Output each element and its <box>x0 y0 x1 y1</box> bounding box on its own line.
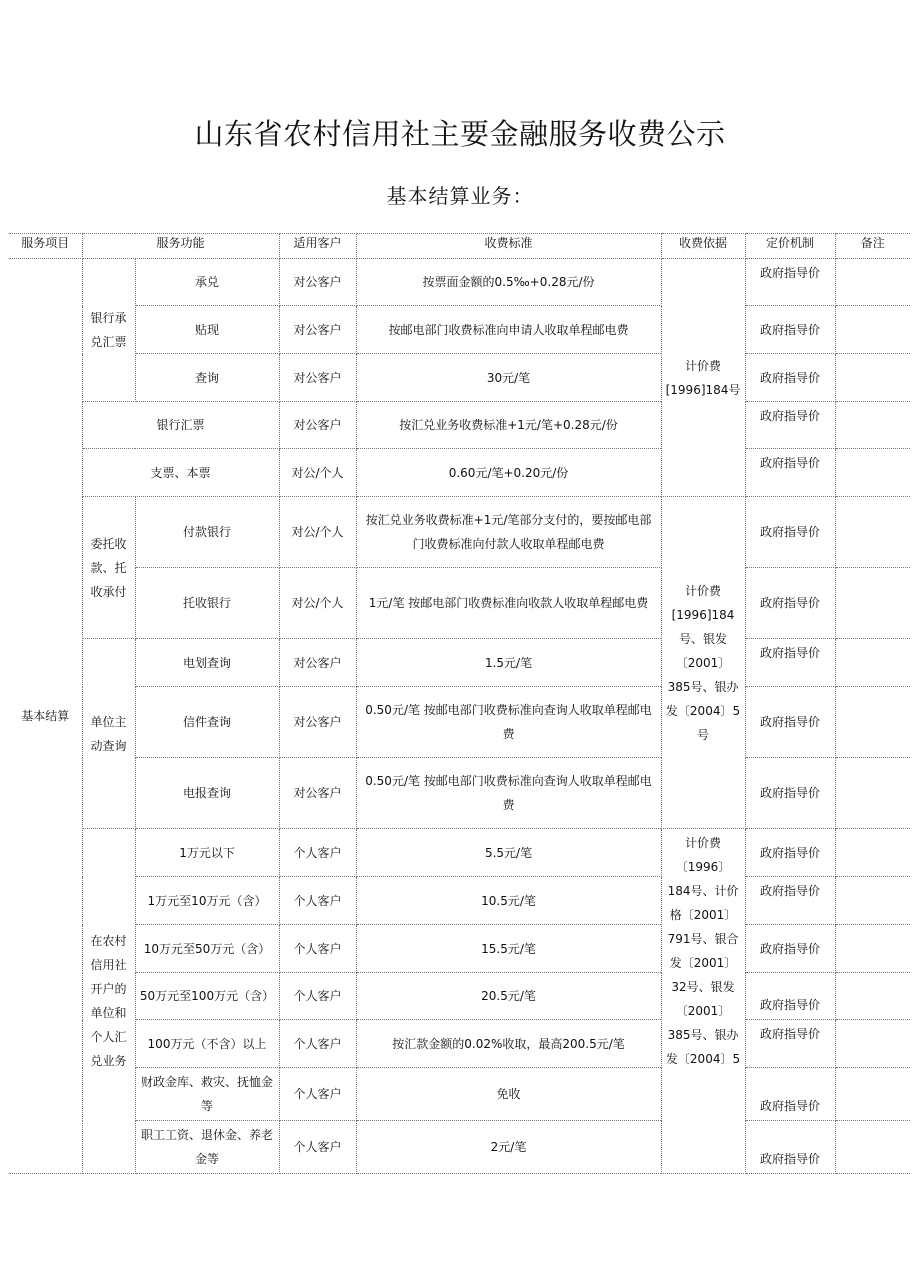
pricing-cell: 政府指导价 <box>745 259 835 306</box>
remark-cell <box>835 758 910 829</box>
function-cell: 查询 <box>135 354 279 402</box>
header-standard: 收费标准 <box>356 234 661 259</box>
table-row <box>9 402 910 449</box>
function-cell: 信件查询 <box>135 687 279 758</box>
pricing-cell: 政府指导价 <box>745 639 835 687</box>
table-row <box>9 1068 910 1121</box>
customer-cell: 对公客户 <box>279 306 356 354</box>
function-cell: 支票、本票 <box>82 449 279 497</box>
remark-cell <box>835 449 910 497</box>
pricing-cell: 政府指导价 <box>745 449 835 497</box>
header-item: 服务项目 <box>9 234 82 259</box>
remark-cell <box>835 829 910 877</box>
remark-cell <box>835 306 910 354</box>
standard-cell: 1.5元/笔 <box>356 639 661 687</box>
function-cell: 100万元（不含）以上 <box>135 1020 279 1068</box>
group-cell: 单位主动查询 <box>82 639 135 829</box>
table-row <box>9 354 910 402</box>
pricing-cell: 政府指导价 <box>745 925 835 973</box>
remark-cell <box>835 259 910 306</box>
standard-cell: 0.50元/笔 按邮电部门收费标准向查询人收取单程邮电费 <box>356 687 661 758</box>
table-row <box>9 758 910 829</box>
header-basis: 收费依据 <box>661 234 745 259</box>
standard-cell: 20.5元/笔 <box>356 973 661 1020</box>
table-row <box>9 973 910 1020</box>
customer-cell: 对公/个人 <box>279 568 356 639</box>
customer-cell: 个人客户 <box>279 1020 356 1068</box>
table-row <box>9 1020 910 1068</box>
customer-cell: 个人客户 <box>279 1121 356 1174</box>
header-customer: 适用客户 <box>279 234 356 259</box>
customer-cell: 对公客户 <box>279 687 356 758</box>
pricing-cell: 政府指导价 <box>745 687 835 758</box>
pricing-cell: 政府指导价 <box>745 402 835 449</box>
remark-cell <box>835 497 910 568</box>
standard-cell: 5.5元/笔 <box>356 829 661 877</box>
standard-cell: 30元/笔 <box>356 354 661 402</box>
pricing-cell: 政府指导价 <box>745 1068 835 1121</box>
customer-cell: 对公客户 <box>279 354 356 402</box>
standard-cell: 按汇兑业务收费标准+1元/笔+0.28元/份 <box>356 402 661 449</box>
standard-cell: 0.60元/笔+0.20元/份 <box>356 449 661 497</box>
standard-cell: 按邮电部门收费标准向申请人收取单程邮电费 <box>356 306 661 354</box>
function-cell: 职工工资、退休金、养老金等 <box>135 1121 279 1174</box>
remark-cell <box>835 925 910 973</box>
pricing-cell: 政府指导价 <box>745 877 835 925</box>
table-row <box>9 497 910 568</box>
remark-cell <box>835 877 910 925</box>
customer-cell: 对公客户 <box>279 402 356 449</box>
customer-cell: 个人客户 <box>279 877 356 925</box>
pricing-cell: 政府指导价 <box>745 1020 835 1068</box>
header-row <box>9 234 910 259</box>
customer-cell: 个人客户 <box>279 1068 356 1121</box>
basis-cell: 计价费〔1996〕184号、计价格〔2001〕791号、银合发〔2001〕32号、银发〔2001〕385号、银办发〔2004〕5 <box>661 829 745 1174</box>
remark-cell <box>835 1121 910 1174</box>
table-row <box>9 829 910 877</box>
function-cell: 托收银行 <box>135 568 279 639</box>
standard-cell: 2元/笔 <box>356 1121 661 1174</box>
standard-cell: 按票面金额的0.5‰+0.28元/份 <box>356 259 661 306</box>
customer-cell: 对公客户 <box>279 259 356 306</box>
table-row <box>9 639 910 687</box>
remark-cell <box>835 568 910 639</box>
pricing-cell: 政府指导价 <box>745 497 835 568</box>
pricing-cell: 政府指导价 <box>745 306 835 354</box>
header-pricing: 定价机制 <box>745 234 835 259</box>
pricing-cell: 政府指导价 <box>745 354 835 402</box>
customer-cell: 对公客户 <box>279 639 356 687</box>
customer-cell: 对公/个人 <box>279 497 356 568</box>
remark-cell <box>835 639 910 687</box>
function-cell: 付款银行 <box>135 497 279 568</box>
header-remark: 备注 <box>835 234 910 259</box>
function-cell: 承兑 <box>135 259 279 306</box>
standard-cell: 0.50元/笔 按邮电部门收费标准向查询人收取单程邮电费 <box>356 758 661 829</box>
function-cell: 电划查询 <box>135 639 279 687</box>
customer-cell: 个人客户 <box>279 973 356 1020</box>
fee-table <box>9 233 910 1174</box>
group-cell: 银行承兑汇票 <box>82 259 135 402</box>
function-cell: 财政金库、救灾、抚恤金等 <box>135 1068 279 1121</box>
page-title: 山东省农村信用社主要金融服务收费公示 <box>194 117 726 151</box>
header-function: 服务功能 <box>82 234 279 259</box>
remark-cell <box>835 1020 910 1068</box>
table-row <box>9 1121 910 1174</box>
function-cell: 1万元以下 <box>135 829 279 877</box>
group-cell: 在农村信用社开户的单位和个人汇兑业务 <box>82 829 135 1174</box>
function-cell: 电报查询 <box>135 758 279 829</box>
function-cell: 1万元至10万元（含） <box>135 877 279 925</box>
customer-cell: 个人客户 <box>279 829 356 877</box>
function-cell: 贴现 <box>135 306 279 354</box>
table-row <box>9 687 910 758</box>
pricing-cell: 政府指导价 <box>745 829 835 877</box>
table-row <box>9 877 910 925</box>
standard-cell: 1元/笔 按邮电部门收费标准向收款人收取单程邮电费 <box>356 568 661 639</box>
customer-cell: 个人客户 <box>279 925 356 973</box>
table-row <box>9 568 910 639</box>
function-cell: 10万元至50万元（含） <box>135 925 279 973</box>
category-cell: 基本结算 <box>9 259 82 1174</box>
pricing-cell: 政府指导价 <box>745 758 835 829</box>
pricing-cell: 政府指导价 <box>745 973 835 1020</box>
function-cell: 银行汇票 <box>82 402 279 449</box>
remark-cell <box>835 973 910 1020</box>
customer-cell: 对公/个人 <box>279 449 356 497</box>
remark-cell <box>835 354 910 402</box>
table-row <box>9 925 910 973</box>
table-row <box>9 449 910 497</box>
pricing-cell: 政府指导价 <box>745 1121 835 1174</box>
basis-cell: 计价费[1996]184号、银发〔2001〕385号、银办发〔2004〕5号 <box>661 497 745 829</box>
table-row <box>9 259 910 306</box>
table-row <box>9 306 910 354</box>
section-subtitle: 基本结算业务： <box>386 184 534 208</box>
standard-cell: 10.5元/笔 <box>356 877 661 925</box>
standard-cell: 按汇兑业务收费标准+1元/笔部分支付的，要按邮电部门收费标准向付款人收取单程邮电费 <box>356 497 661 568</box>
customer-cell: 对公客户 <box>279 758 356 829</box>
basis-cell: 计价费[1996]184号 <box>661 259 745 497</box>
standard-cell: 15.5元/笔 <box>356 925 661 973</box>
function-cell: 50万元至100万元（含） <box>135 973 279 1020</box>
standard-cell: 免收 <box>356 1068 661 1121</box>
standard-cell: 按汇款金额的0.02%收取，最高200.5元/笔 <box>356 1020 661 1068</box>
pricing-cell: 政府指导价 <box>745 568 835 639</box>
remark-cell <box>835 402 910 449</box>
group-cell: 委托收款、托收承付 <box>82 497 135 639</box>
remark-cell <box>835 687 910 758</box>
remark-cell <box>835 1068 910 1121</box>
